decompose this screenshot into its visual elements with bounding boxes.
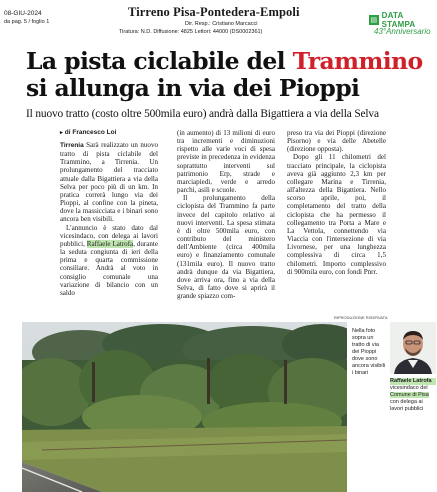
location-kicker: Tirrenia	[60, 142, 84, 149]
paragraph: Dopo gli 11 chilometri del tracciato principale, la ciclopista aveva già aggiunto 2,3 km per collegare Marina e Tirrenia, all'altezza della Bigattiera. Nello scorso aprile, poi, il completamento del tratto della ciclopista che ha permesso il collegamento tra Porta a Mare e La Vettola, connettendo via Viaccia con l'intersezione di via Livornese, per una lunghezza complessiva di circa 1,5 chilometri. Importo complessivo di 900mila euro, con fondi Pnrr.	[287, 153, 386, 276]
headline-part-2: si allunga in via dei Pioppi	[26, 74, 360, 102]
byline	[60, 129, 116, 136]
highlighted-name: Raffaele Latrofa	[86, 239, 134, 248]
article-column-3	[287, 129, 386, 276]
director-line: Dir. Resp.: Cristiano Marcacci	[185, 21, 258, 27]
publication-title: Tirreno Pisa-Pontedera-Empoli	[128, 5, 300, 19]
byline-author: di Francesco Loi	[64, 129, 117, 136]
headline-highlight: Trammino	[292, 47, 423, 75]
photo-caption: Nella foto sopra un tratto di via dei Pioppi dove sono ancora visibili i binari	[352, 328, 386, 376]
paragraph-text: L'annuncio è stato dato dal vicesindaco, con delega ai lavori pubblici,	[60, 223, 158, 248]
portrait-avatar	[390, 322, 436, 374]
copyright-mark: RIPRODUZIONE RISERVATA	[334, 315, 388, 320]
article-photo	[22, 322, 347, 492]
paragraph-text: Sarà realizzato un nuovo tratto di pista ciclabile del Trammino, a Tirrenia. Un prolungamento del tracciato attuale dalla Bigattiera a via della Selva per poco più di un km. In pratica correrà lungo via dei Pioppi, al confine con la pineta, dove la massicciata e i binari sono ancora ben visibili.	[60, 141, 158, 224]
paragraph: (in aumento) di 13 milioni di euro tra incrementi e diminuzioni rispetto alle varie voci di spesa previste in precedenza in evidenza soprattutto interventi sul patrimonio Erp, strade e marciapiedi, verde e arredo parchi, asili e scuole.	[177, 129, 275, 195]
page-reference: da pag. 5 / foglio 1	[4, 19, 50, 25]
paragraph	[60, 224, 158, 297]
clipping-header	[0, 0, 437, 40]
person-name: Raffaele Latrofa	[390, 378, 436, 385]
clipping-date: 08-GIU-2024	[4, 10, 42, 17]
person-role-highlight: Comune di Pisa	[390, 392, 429, 398]
data-stampa-icon: ▤	[370, 16, 378, 24]
person-role: vicesindaco del	[390, 385, 428, 391]
paragraph: Il prolungamento della ciclopista del Trammino fa parte invece del capitolo relativo ai nuovi interventi. La spesa stimata è di oltre 500mila euro, con contributo del ministero dell'Ambiente (circa 400mila euro) e finanziamento comunale (131mila euro). Il nuovo tratto andrà dunque da via Bigattiera, dove arriva ora, fino a via della Selva, di fatto dove si aprirà il grande spiazzo com-	[177, 194, 275, 301]
article-column-1	[60, 141, 158, 297]
article-headline	[26, 48, 436, 102]
paragraph: preso tra via dei Pioppi (direzione Pisorno) e via delle Abetelle (direzione opposta).	[287, 129, 386, 154]
circulation-stats: Tiratura: N.D. Diffusione: 4825 Lettori: 44000 (DS0002361)	[119, 29, 263, 35]
paragraph	[60, 141, 158, 224]
triangle-icon: ▸	[60, 130, 63, 136]
article-column-2	[177, 129, 275, 300]
brand-name: DATA STAMPA	[381, 11, 416, 29]
photo-tree-lined-road	[22, 322, 347, 492]
person-caption	[390, 378, 436, 413]
portrait-photo	[390, 322, 436, 374]
brand-anniversary: 43°Anniversario	[374, 27, 431, 36]
paragraph-text: , durante la seduta congiunta di ieri della prima e quarta commissione consiliare. Andrà al voto in consiglio comunale una variazione di bilancio con un saldo	[60, 239, 159, 297]
person-role-end: con delega ai lavori pubblici	[390, 399, 424, 412]
article-subheadline: Il nuovo tratto (costo oltre 500mila euro) andrà dalla Bigattiera a via della Selva	[26, 108, 379, 120]
headline-part-1: La pista ciclabile del	[26, 47, 293, 75]
